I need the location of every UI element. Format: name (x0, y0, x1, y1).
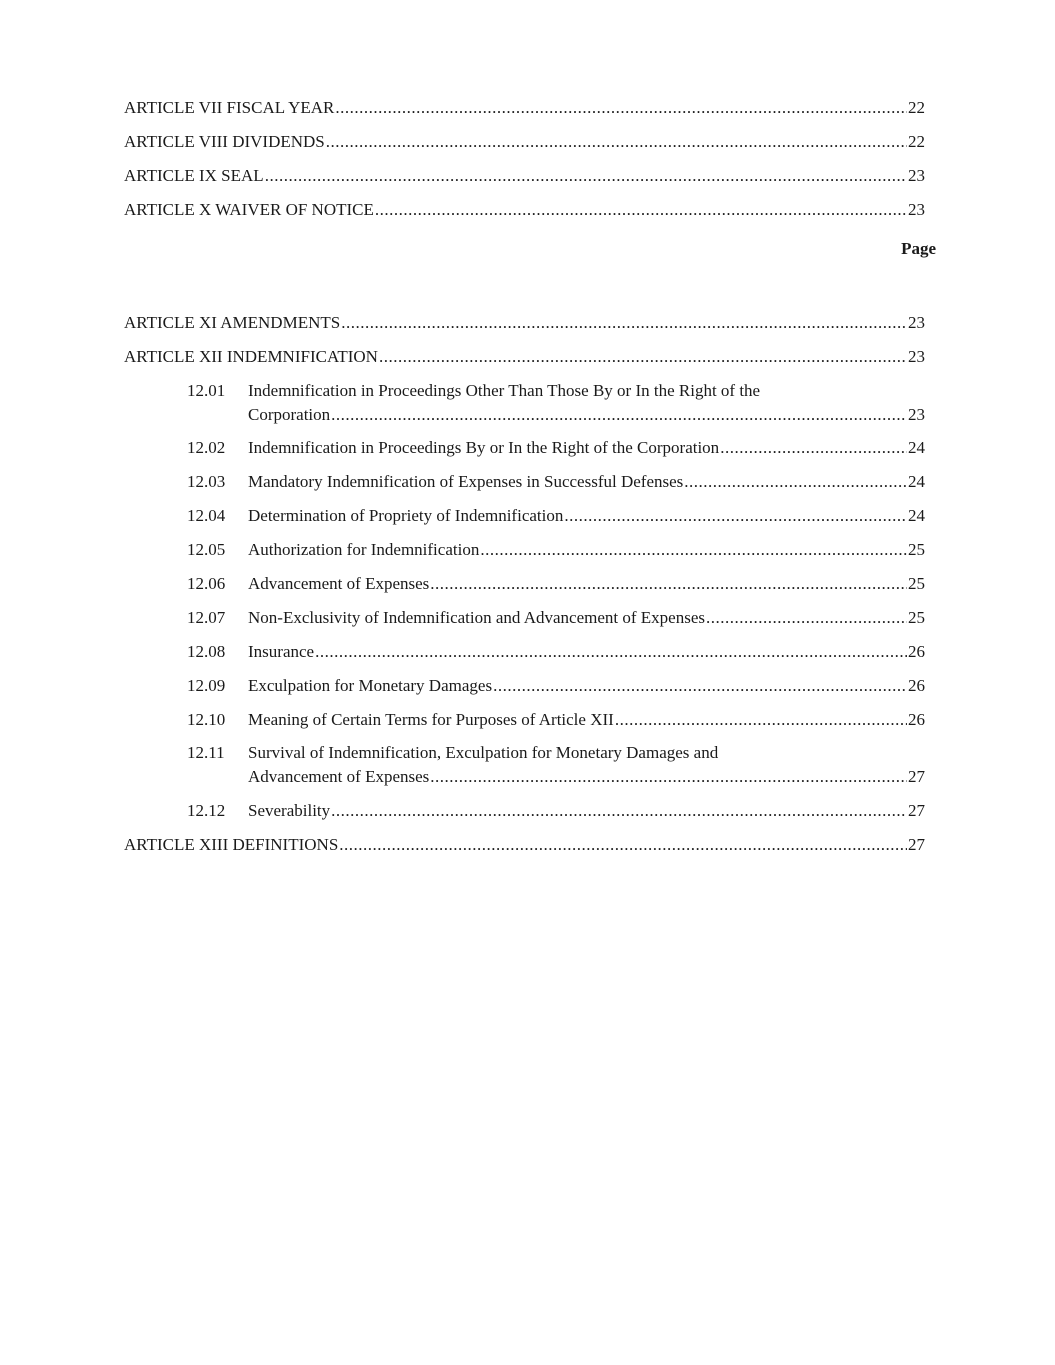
dot-leader (379, 346, 907, 368)
toc-entry-page: 23 (908, 347, 925, 366)
section-number: 12.12 (187, 801, 226, 820)
dot-leader (339, 834, 907, 856)
section-title: Exculpation for Monetary Damages (248, 676, 493, 695)
dot-leader (335, 97, 907, 119)
toc-entry-article-vii[interactable] (124, 97, 925, 119)
section-page: 24 (908, 506, 925, 525)
toc-section-12-06[interactable] (187, 573, 925, 595)
toc-section-12-03[interactable] (187, 471, 925, 493)
toc-section-12-07[interactable] (187, 607, 925, 629)
section-title: Mandatory Indemnification of Expenses in Successful Defenses (248, 472, 684, 491)
section-page: 24 (908, 472, 925, 491)
section-number: 12.02 (187, 438, 226, 457)
toc-entry-article-viii[interactable] (124, 131, 925, 153)
section-page: 26 (908, 676, 925, 695)
section-title: Meaning of Certain Terms for Purposes of Article XII (248, 710, 614, 729)
toc-section-12-09[interactable] (187, 675, 925, 697)
section-number: 12.07 (187, 608, 226, 627)
section-number: 12.09 (187, 676, 226, 695)
section-page: 25 (908, 574, 925, 593)
toc-section-12-10[interactable] (187, 709, 925, 731)
toc-entry-page: 23 (908, 313, 925, 332)
section-title: Non-Exclusivity of Indemnification and Advancement of Expenses (248, 608, 705, 627)
dot-leader (315, 641, 907, 663)
toc-entry-page: 23 (908, 166, 925, 185)
section-title: Indemnification in Proceedings By or In the Right of the Corporation (248, 438, 720, 457)
toc-entry-article-ix[interactable] (124, 165, 925, 187)
section-page: 26 (908, 642, 925, 661)
dot-leader (480, 539, 907, 561)
dot-leader (684, 471, 907, 493)
section-title: Corporation (248, 405, 331, 424)
dot-leader (265, 165, 907, 187)
dot-leader (564, 505, 907, 527)
section-title-line1: Indemnification in Proceedings Other Than Those By or In the Right of the (248, 381, 761, 400)
toc-section-12-01[interactable] (187, 380, 925, 428)
dot-leader (331, 404, 907, 426)
toc-entry-title: ARTICLE X WAIVER OF NOTICE (124, 200, 374, 219)
section-page: 26 (908, 710, 925, 729)
section-title: Authorization for Indemnification (248, 540, 480, 559)
dot-leader (430, 766, 907, 788)
dot-leader (375, 199, 907, 221)
toc-entry-title: ARTICLE VIII DIVIDENDS (124, 132, 325, 151)
toc-entry-title: ARTICLE XII INDEMNIFICATION (124, 347, 378, 366)
section-number: 12.06 (187, 574, 226, 593)
section-number: 12.03 (187, 472, 226, 491)
toc-entry-page: 22 (908, 132, 925, 151)
section-title-line1: Survival of Indemnification, Exculpation for Monetary Damages and (248, 743, 719, 762)
toc-section-12-04[interactable] (187, 505, 925, 527)
toc-entry-title: ARTICLE XIII DEFINITIONS (124, 835, 339, 854)
dot-leader (341, 312, 907, 334)
section-title: Insurance (248, 642, 315, 661)
section-page: 25 (908, 608, 925, 627)
section-number: 12.10 (187, 710, 226, 729)
toc-section-12-05[interactable] (187, 539, 925, 561)
toc-entry-title: ARTICLE VII FISCAL YEAR (124, 98, 335, 117)
toc-entry-title: ARTICLE IX SEAL (124, 166, 264, 185)
section-page: 27 (908, 801, 925, 820)
toc-section-12-11[interactable] (187, 742, 925, 790)
section-page: 23 (908, 405, 925, 424)
toc-entry-page: 27 (908, 835, 925, 854)
section-title: Advancement of Expenses (248, 767, 430, 786)
toc-section-12-02[interactable] (187, 437, 925, 459)
section-number: 12.01 (187, 381, 226, 400)
section-title: Severability (248, 801, 331, 820)
toc-entry-page: 22 (908, 98, 925, 117)
dot-leader (615, 709, 907, 731)
toc-section-12-08[interactable] (187, 641, 925, 663)
section-page: 27 (908, 767, 925, 786)
section-number: 12.08 (187, 642, 226, 661)
dot-leader (331, 800, 907, 822)
dot-leader (493, 675, 907, 697)
section-number: 12.05 (187, 540, 226, 559)
dot-leader (706, 607, 907, 629)
section-number: 12.11 (187, 743, 225, 762)
section-title: Advancement of Expenses (248, 574, 430, 593)
dot-leader (720, 437, 907, 459)
toc-entry-article-x[interactable] (124, 199, 925, 221)
toc-entry-article-xiii[interactable] (124, 834, 925, 856)
toc-section-12-12[interactable] (187, 800, 925, 822)
page-column-header: Page (901, 239, 936, 258)
toc-entry-title: ARTICLE XI AMENDMENTS (124, 313, 341, 332)
section-page: 24 (908, 438, 925, 457)
toc-entry-page: 23 (908, 200, 925, 219)
dot-leader (326, 131, 907, 153)
toc-entry-article-xii[interactable] (124, 346, 925, 368)
section-title: Determination of Propriety of Indemnification (248, 506, 564, 525)
section-number: 12.04 (187, 506, 226, 525)
section-page: 25 (908, 540, 925, 559)
dot-leader (430, 573, 907, 595)
toc-entry-article-xi[interactable] (124, 312, 925, 334)
